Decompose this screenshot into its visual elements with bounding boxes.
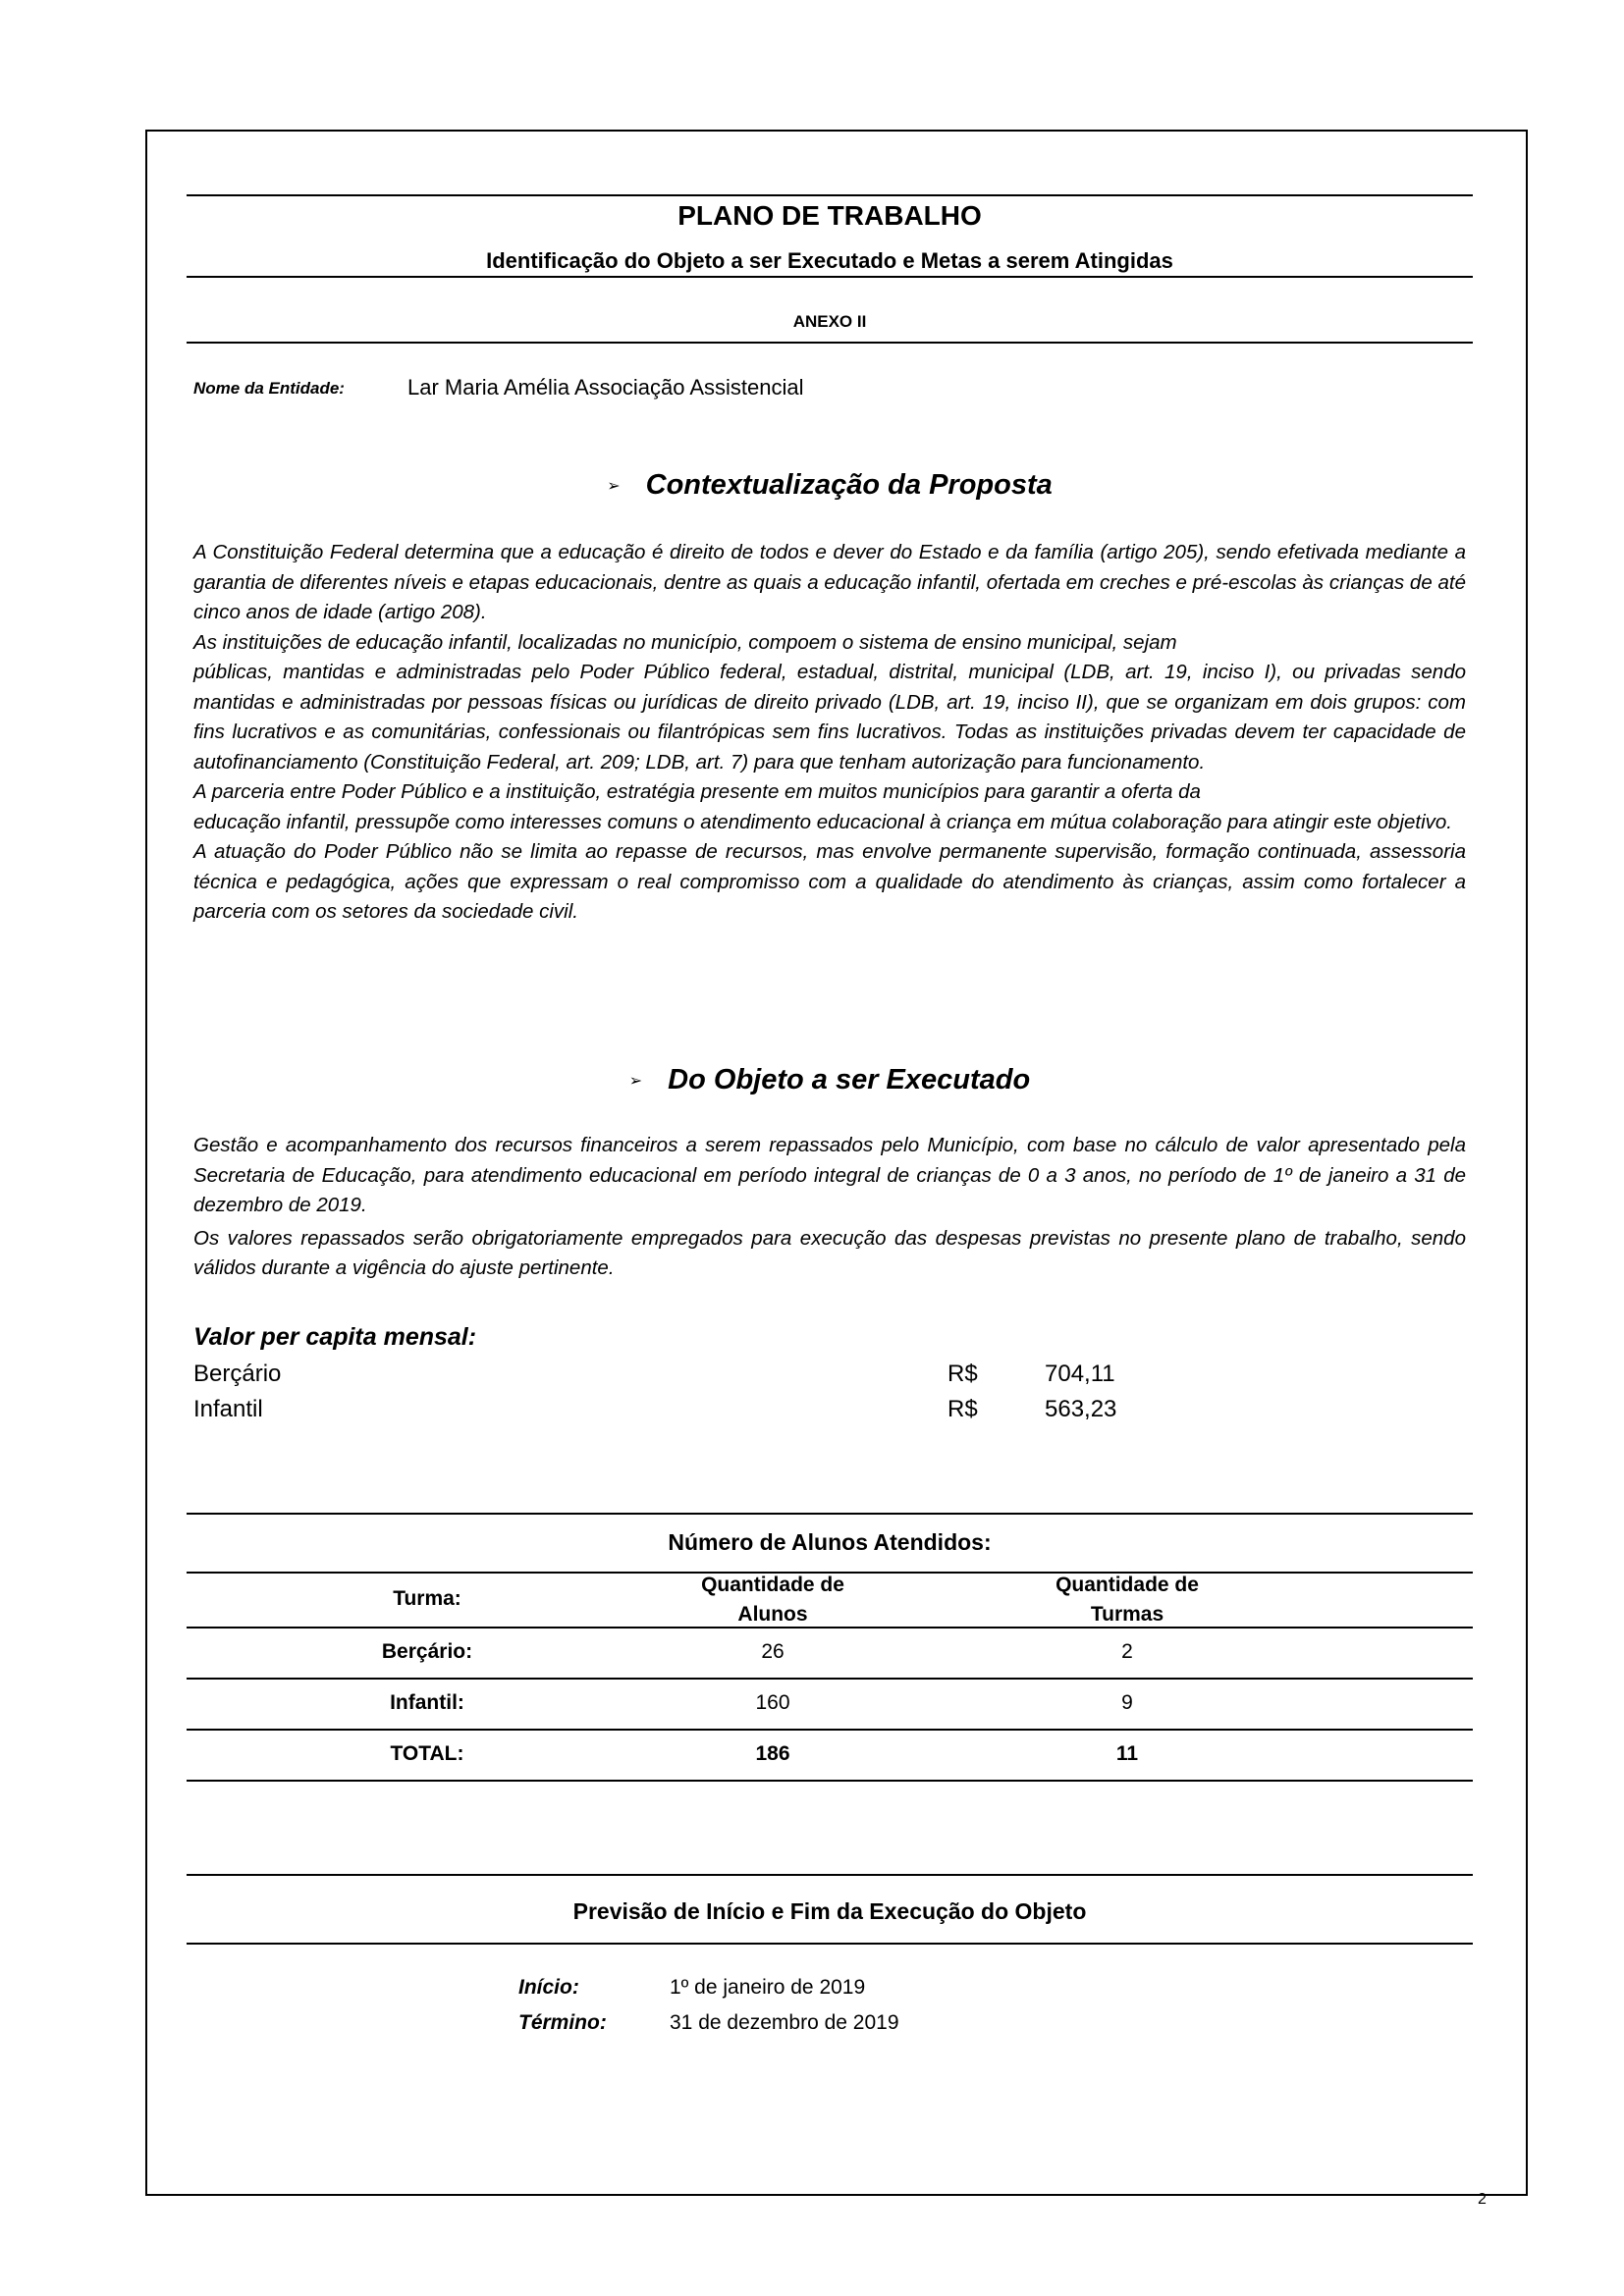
row-alunos-total: 186 bbox=[755, 1742, 790, 1765]
table-rule bbox=[187, 1627, 1473, 1629]
paragraph: A parceria entre Poder Público e a instituição, estratégia presente em muitos municípios para garantir a oferta da bbox=[193, 780, 1201, 803]
table-rule bbox=[187, 1678, 1473, 1680]
entity-name: Lar Maria Amélia Associação Assistencial bbox=[407, 375, 804, 400]
table-bottom-rule bbox=[187, 1780, 1473, 1782]
arrow-bullet-icon: ➢ bbox=[607, 477, 621, 495]
column-header-line: Turmas bbox=[1090, 1603, 1164, 1626]
page-number: 2 bbox=[1478, 2191, 1487, 2208]
previsao-top-rule bbox=[187, 1874, 1473, 1876]
section-heading-text: Contextualização da Proposta bbox=[645, 469, 1053, 501]
previsao-heading: Previsão de Início e Fim da Execução do Objeto bbox=[572, 1898, 1087, 1924]
paragraph: A atuação do Poder Público não se limita ao repasse de recursos, mas envolve permanente supervisão, formação continuada, assessoria técnica e pedagógica, ações que expressam o real compromisso com a qualidade do atendimento às crianças, assim como fortalecer a parceria com os setores da sociedade civil. bbox=[193, 840, 1466, 923]
paragraph: educação infantil, pressupõe como interesses comuns o atendimento educacional à criança em mútua colaboração para atingir este objetivo. bbox=[193, 810, 1453, 833]
table-top-rule bbox=[187, 1513, 1473, 1515]
paragraph: As instituições de educação infantil, localizadas no município, compoem o sistema de ensino municipal, sejam bbox=[193, 630, 1177, 654]
currency-symbol: R$ bbox=[947, 1396, 978, 1422]
column-header-turmas bbox=[980, 1571, 1274, 1629]
valor-label-bercario: Berçário bbox=[193, 1361, 282, 1387]
currency-symbol: R$ bbox=[947, 1361, 978, 1387]
section-heading-objeto bbox=[187, 1064, 1473, 1096]
column-header-line: Quantidade de bbox=[1056, 1574, 1199, 1596]
valor-label-infantil: Infantil bbox=[193, 1396, 263, 1422]
page-title: PLANO DE TRABALHO bbox=[677, 200, 982, 231]
entity-label: Nome da Entidade: bbox=[193, 379, 345, 398]
column-header-line: Alunos bbox=[737, 1603, 808, 1626]
table-rule bbox=[187, 1729, 1473, 1731]
column-header-alunos bbox=[625, 1571, 920, 1629]
header-mid-rule bbox=[187, 276, 1473, 278]
termino-label: Término: bbox=[518, 2011, 607, 2034]
annex-label: ANEXO II bbox=[792, 312, 867, 331]
row-turma-total: TOTAL: bbox=[390, 1742, 464, 1765]
row-turmas-infantil: 9 bbox=[1121, 1691, 1133, 1714]
object-text bbox=[193, 1131, 1466, 1284]
page-subtitle: Identificação do Objeto a ser Executado e Metas a serem Atingidas bbox=[486, 248, 1173, 273]
column-header-turma: Turma: bbox=[393, 1587, 461, 1610]
inicio-date: 1º de janeiro de 2019 bbox=[670, 1976, 866, 1999]
column-header-line: Quantidade de bbox=[701, 1574, 844, 1596]
paragraph: públicas, mantidas e administradas pelo Poder Público federal, estadual, distrital, municipal (LDB, art. 19, inciso I), ou privadas sendo mantidas e administradas por pessoas físicas ou jurídicas de direito privado (LDB, art. 19, inciso II), que se organizam em dois grupos: com fins lucrativos e as comunitárias, confessionais ou filantrópicas sem fins lucrativos. Todas as instituições privadas devem ter capacidade de autofinanciamento (Constituição Federal, art. 209; LDB, art. 7) para que tenham autorização para funcionamento. bbox=[193, 661, 1466, 774]
alunos-heading: Número de Alunos Atendidos: bbox=[668, 1529, 992, 1555]
inicio-label: Início: bbox=[518, 1976, 579, 1999]
valor-amount-infantil: 563,23 bbox=[1045, 1396, 1117, 1422]
row-alunos-bercario: 26 bbox=[761, 1640, 785, 1663]
row-turmas-bercario: 2 bbox=[1121, 1640, 1133, 1663]
termino-date: 31 de dezembro de 2019 bbox=[670, 2011, 899, 2034]
context-text bbox=[193, 538, 1466, 928]
row-turma-infantil: Infantil: bbox=[390, 1691, 464, 1714]
row-alunos-infantil: 160 bbox=[755, 1691, 790, 1714]
valor-amount-bercario: 704,11 bbox=[1045, 1361, 1115, 1387]
row-turmas-total: 11 bbox=[1115, 1742, 1139, 1765]
paragraph: A Constituição Federal determina que a educação é direito de todos e dever do Estado e da família (artigo 205), sendo efetivada mediante a garantia de diferentes níveis e etapas educacionais, dentre as quais a educação infantil, ofertada em creches e pré-escolas às crianças de até cinco anos de idade (artigo 208). bbox=[193, 541, 1466, 623]
section-heading-text: Do Objeto a ser Executado bbox=[668, 1064, 1031, 1095]
paragraph: Os valores repassados serão obrigatoriamente empregados para execução das despesas previstas no presente plano de trabalho, sendo válidos durante a vigência do ajuste pertinente. bbox=[193, 1226, 1466, 1279]
arrow-bullet-icon: ➢ bbox=[628, 1072, 643, 1090]
header-top-rule bbox=[187, 194, 1473, 196]
section-heading-contextualizacao bbox=[187, 469, 1473, 502]
valor-heading: Valor per capita mensal: bbox=[193, 1323, 477, 1351]
row-turma-bercario: Berçário: bbox=[381, 1640, 473, 1663]
header-bottom-rule bbox=[187, 342, 1473, 344]
previsao-bottom-rule bbox=[187, 1943, 1473, 1945]
paragraph: Gestão e acompanhamento dos recursos financeiros a serem repassados pelo Município, com base no cálculo de valor apresentado pela Secretaria de Educação, para atendimento educacional em período integral de crianças de 0 a 3 anos, no período de 1º de janeiro a 31 de dezembro de 2019. bbox=[193, 1134, 1466, 1216]
